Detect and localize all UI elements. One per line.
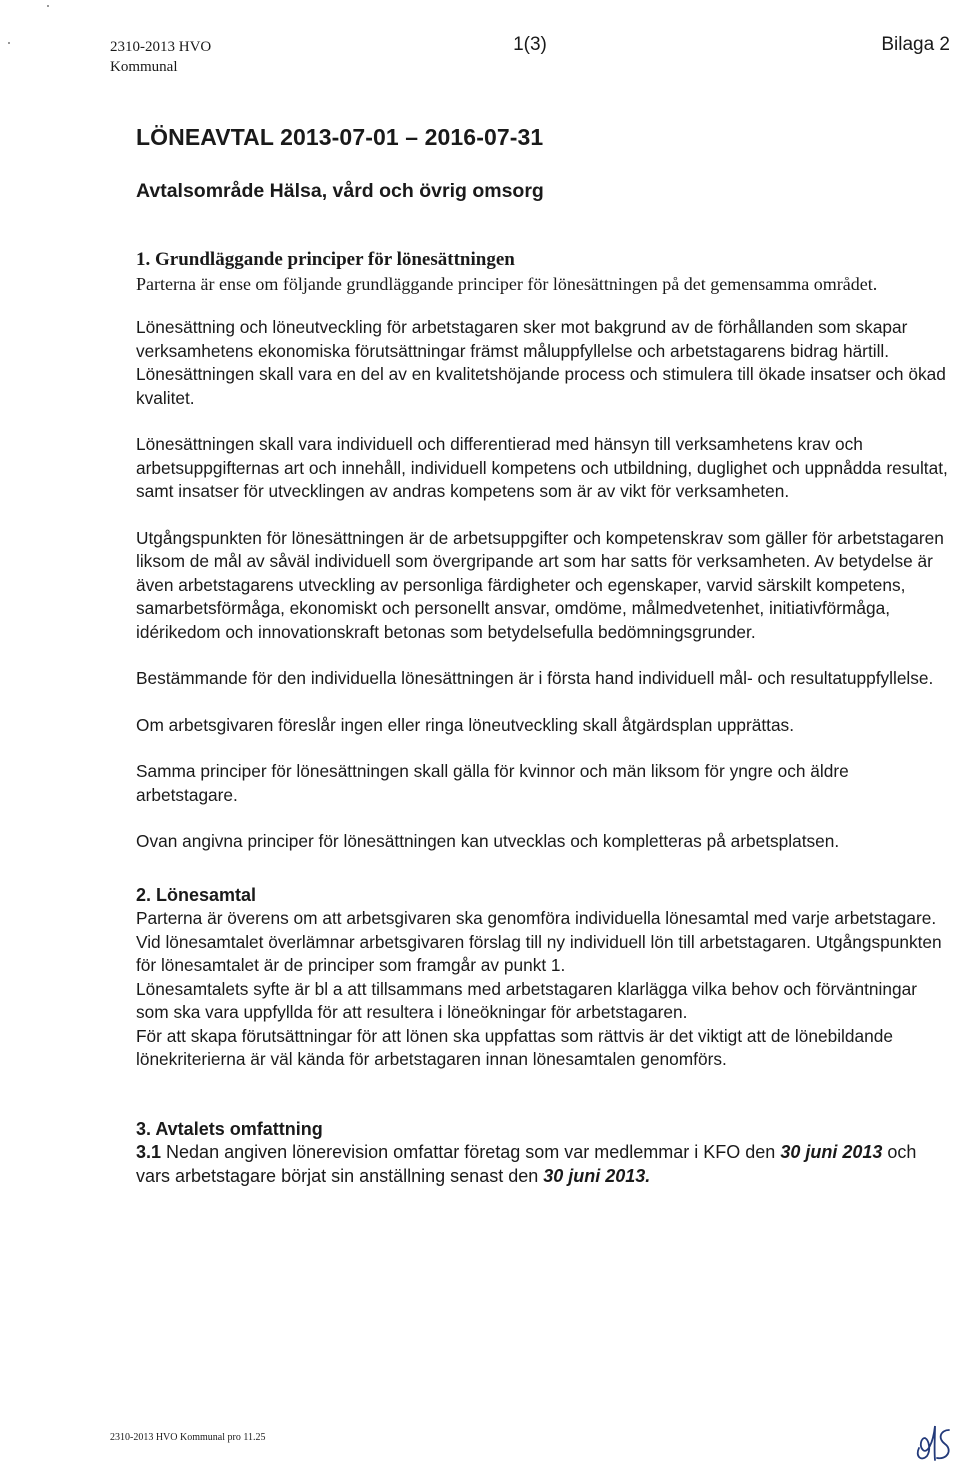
doc-code: 2310-2013 HVO: [110, 39, 212, 55]
section-2-line: Lönesamtalets syfte är bl a att tillsammans med arbetstagaren klarlägga vilka behov och förväntningar som ska vara uppfyllda för att resultera i löneökningar för arbetstagaren.: [136, 978, 917, 1022]
signature-initials: [913, 1418, 955, 1464]
scan-speck: [47, 5, 49, 7]
footer-text: 2310-2013 HVO Kommunal pro 11.25: [110, 1432, 266, 1443]
clause-date: 30 juni 2013.: [543, 1165, 651, 1186]
section-2-line: Parterna är överens om att arbetsgivaren ska genomföra individuella lönesamtal med varje arbetstagare. Vid lönesamtalet överlämnar arbetsgivaren förslag till ny individuell lön till arbetstagaren. Utgångspunkten för lönesamtalet är de principer som framgår av punkt 1.: [136, 908, 942, 975]
document-title: LÖNEAVTAL 2013-07-01 – 2016-07-31: [136, 124, 544, 150]
section-1-paragraph: Om arbetsgivaren föreslår ingen eller ringa löneutveckling skall åtgärdsplan upprättas.: [136, 714, 795, 735]
section-1-paragraph: Samma principer för lönesättningen skall gälla för kvinnor och män liksom för yngre och äldre arbetstagare.: [136, 761, 849, 805]
section-1-paragraph: Ovan angivna principer för lönesättningen kan utvecklas och kompletteras på arbetsplatsen.: [136, 831, 840, 851]
section-1-paragraph: Bestämmande för den individuella lönesättningen är i första hand individuell mål- och resultatuppfyllelse.: [136, 668, 934, 688]
section-1-paragraph: Lönesättningen skall vara individuell och differentierad med hänsyn till verksamhetens krav och arbetsuppgifternas art och innehåll, individuell kompetens och utbildning, duglighet och uppnådda resultat, samt insatser för utvecklingen av andras kompetens som är av vikt för verksamheten.: [136, 434, 948, 501]
document-subtitle: Avtalsområde Hälsa, vård och övrig omsorg: [136, 180, 544, 202]
clause-date: 30 juni 2013: [780, 1142, 883, 1162]
clause-text: och vars arbetstagare börjat sin anställning senast den: [136, 1142, 917, 1186]
section-1-intro: Parterna är ense om följande grundläggande principer för lönesättningen på det gemensamma området.: [136, 274, 878, 294]
page-number: 1(3): [513, 34, 547, 55]
section-2-heading: 2. Lönesamtal: [136, 884, 257, 905]
attachment-label: Bilaga 2: [881, 34, 950, 55]
section-1-heading: 1. Grundläggande principer för lönesättningen: [136, 249, 515, 270]
clause-3-1: [136, 1141, 951, 1188]
scan-speck: [8, 42, 10, 44]
clause-number: 3.1: [136, 1142, 162, 1162]
clause-text: Nedan angiven lönerevision omfattar företag som var medlemmar i KFO den: [161, 1142, 781, 1162]
section-2-line: För att skapa förutsättningar för att lönen ska uppfattas som rättvis är det viktigt att de lönebildande lönekriterierna är väl kända för arbetstagaren innan lönesamtalen genomförs.: [136, 1025, 893, 1069]
doc-subtitle: Kommunal: [110, 59, 178, 75]
header-left: [110, 37, 211, 77]
section-1-paragraph: Utgångspunkten för lönesättningen är de arbetsuppgifter och kompetenskrav som gäller för arbetstagaren liksom de mål av såväl individuell som övergripande art som har satts för verksamheten. Av betydelse är även arbetstagarens utveckling av personliga färdigheter och egenskaper, varvid särskilt kompetens, samarbetsförmåga, ekonomiskt och personellt ansvar, omdöme, målmedvetenhet, initiativförmåga, idérikedom och innovationskraft betonas som betydelsefulla bedömningsgrunder.: [136, 527, 944, 642]
section-3-heading: 3. Avtalets omfattning: [136, 1118, 323, 1139]
section-1-paragraph: Lönesättning och löneutveckling för arbetstagaren sker mot bakgrund av de förhållanden som skapar verksamhetens ekonomiska förutsättningar främst måluppfyllelse och arbetstagarens bidrag härtill. Lönesättningen skall vara en del av en kvalitetshöjande process och stimulera till ökade insatser och ökad kvalitet.: [136, 317, 946, 408]
document-body: [136, 248, 951, 1188]
